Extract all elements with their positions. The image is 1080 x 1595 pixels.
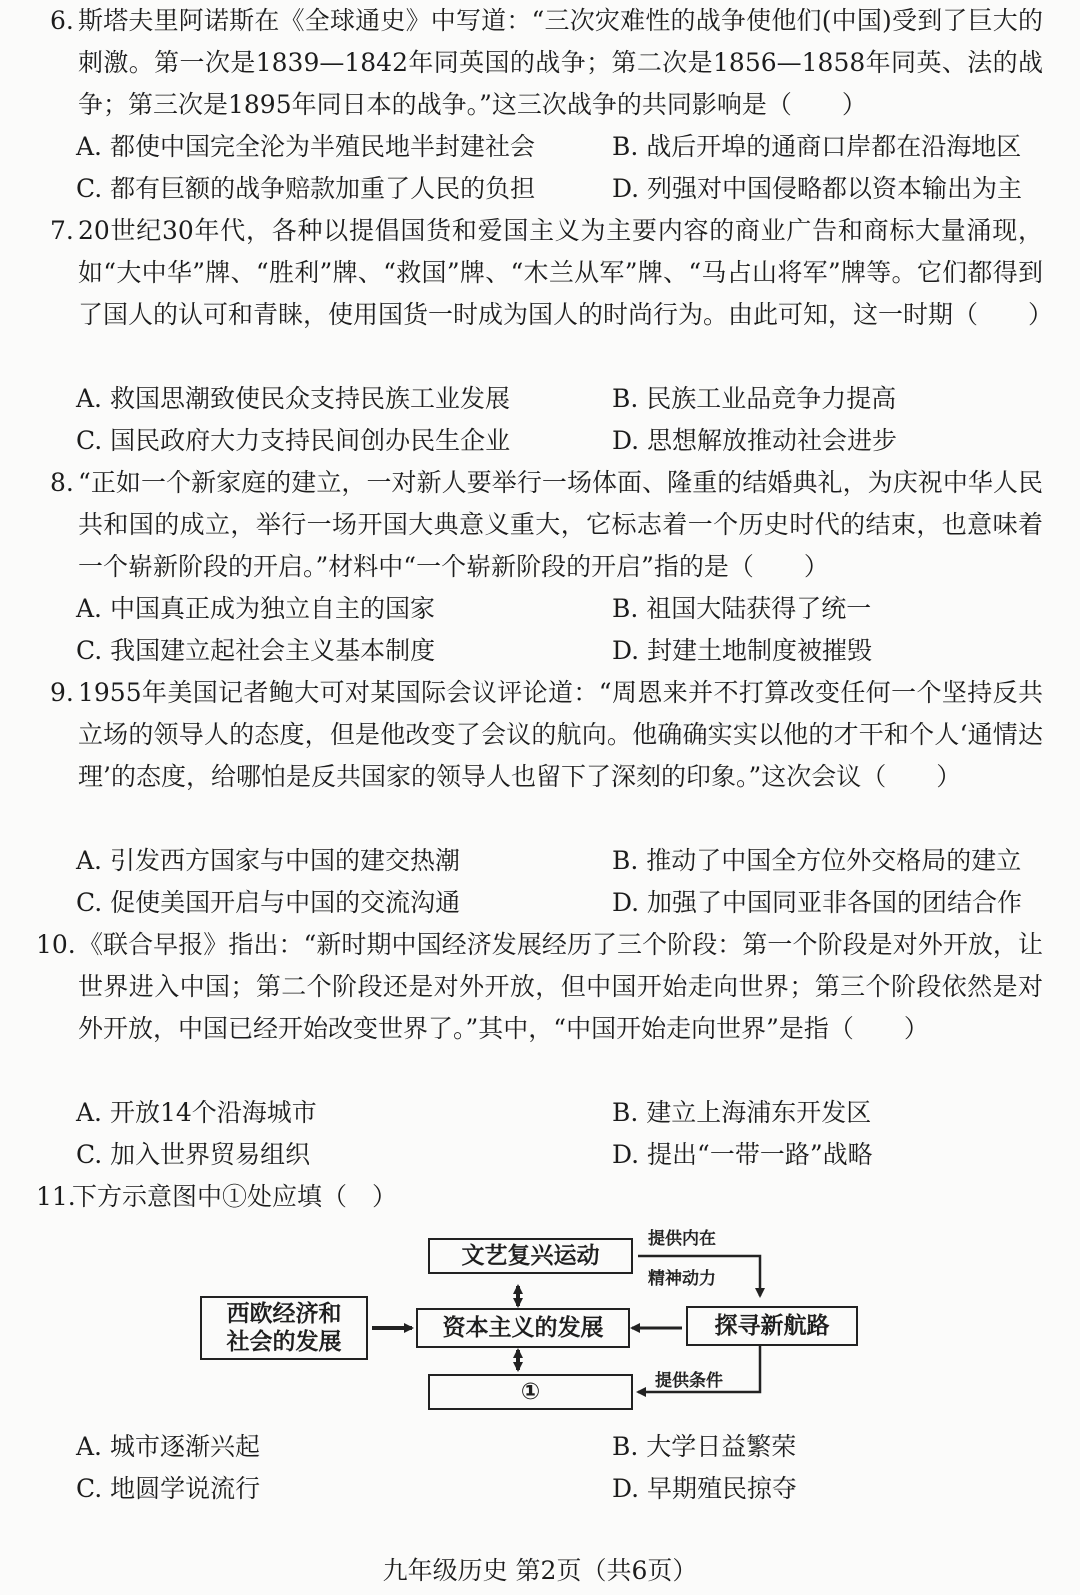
option-c: C. 都有巨额的战争赔款加重了人民的负担 (76, 174, 536, 203)
option-c: C. 我国建立起社会主义基本制度 (76, 636, 436, 665)
box-west-europe-line2: 社会的发展 (226, 1329, 342, 1355)
option-b: B. 战后开埠的通商口岸都在沿海地区 (612, 132, 1022, 161)
question-number: 7. (50, 216, 74, 245)
box-blank-1: ① (428, 1374, 633, 1410)
question-stem: 下方示意图中①处应填（ ） (72, 1182, 398, 1211)
option-a: A. 引发西方国家与中国的建交热潮 (76, 846, 460, 875)
question-number: 8. (50, 468, 74, 497)
option-b: B. 祖国大陆获得了统一 (612, 594, 872, 623)
question-stem: 1955年美国记者鲍大可对某国际会议评论道：“周恩来并不打算改变任何一个坚持反共立场的领导人的态度，但是他改变了会议的航向。他确确实实以他的才干和个人‘通情达理’的态度，给哪怕是反共国家的领导人也留下了深刻的印象。”这次会议（ ） (78, 678, 1043, 791)
label-conditions: 提供条件 (655, 1371, 723, 1391)
flow-diagram (200, 1229, 890, 1436)
option-c: C. 国民政府大力支持民间创办民生企业 (76, 426, 511, 455)
option-c: C. 地圆学说流行 (76, 1474, 261, 1503)
page-footer: 九年级历史 第2页（共6页） (382, 1556, 698, 1585)
box-capitalism: 资本主义的发展 (416, 1308, 630, 1348)
option-b: B. 民族工业品竞争力提高 (612, 384, 897, 413)
question-stem: 《联合早报》指出：“新时期中国经济发展经历了三个阶段：第一个阶段是对外开放，让世界进入中国；第二个阶段还是对外开放，但中国开始走向世界；第三个阶段依然是对外开放，中国已经开始改变世界了。”其中，“中国开始走向世界”是指（ ） (78, 930, 1043, 1043)
box-west-europe (200, 1296, 368, 1360)
option-a: A. 城市逐渐兴起 (76, 1432, 260, 1461)
box-new-routes: 探寻新航路 (686, 1306, 858, 1346)
option-c: C. 加入世界贸易组织 (76, 1140, 311, 1169)
question-number: 9. (50, 678, 74, 707)
option-d: D. 封建土地制度被摧毁 (612, 636, 873, 665)
label-inner-1: 提供内在 (648, 1229, 716, 1249)
question-number: 6. (50, 6, 74, 35)
question-number: 11. (36, 1182, 76, 1211)
question-stem: 斯塔夫里阿诺斯在《全球通史》中写道：“三次灾难性的战争使他们(中国)受到了巨大的刺激。第一次是1839—1842年同英国的战争；第二次是1856—1858年同英、法的战争；第三次是1895年同日本的战争。”这三次战争的共同影响是（ ） (78, 6, 1043, 119)
box-west-europe-line1: 西欧经济和 (226, 1301, 342, 1327)
option-d: D. 提出“一带一路”战略 (612, 1140, 873, 1169)
option-a: A. 都使中国完全沦为半殖民地半封建社会 (76, 132, 535, 161)
option-a: A. 中国真正成为独立自主的国家 (76, 594, 435, 623)
option-b: B. 大学日益繁荣 (612, 1432, 797, 1461)
question-stem: “正如一个新家庭的建立，一对新人要举行一场体面、隆重的结婚典礼，为庆祝中华人民共和国的成立，举行一场开国大典意义重大，它标志着一个历史时代的结束，也意味着一个崭新阶段的开启。”材料中“一个崭新阶段的开启”指的是（ ） (78, 468, 1043, 581)
question-number: 10. (36, 930, 76, 959)
option-b: B. 推动了中国全方位外交格局的建立 (612, 846, 1022, 875)
question-stem: 20世纪30年代，各种以提倡国货和爱国主义为主要内容的商业广告和商标大量涌现，如“大中华”牌、“胜利”牌、“救国”牌、“木兰从军”牌、“马占山将军”牌等。它们都得到了国人的认可和青睐，使用国货一时成为国人的时尚行为。由此可知，这一时期（ ） (78, 216, 1054, 329)
option-b: B. 建立上海浦东开发区 (612, 1098, 872, 1127)
option-a: A. 开放14个沿海城市 (76, 1098, 317, 1127)
box-renaissance: 文艺复兴运动 (428, 1238, 633, 1274)
label-inner-2: 精神动力 (648, 1269, 716, 1289)
option-a: A. 救国思潮致使民众支持民族工业发展 (76, 384, 510, 413)
option-d: D. 加强了中国同亚非各国的团结合作 (612, 888, 1023, 917)
option-d: D. 列强对中国侵略都以资本输出为主 (612, 174, 1023, 203)
option-c: C. 促使美国开启与中国的交流沟通 (76, 888, 461, 917)
option-d: D. 早期殖民掠夺 (612, 1474, 798, 1503)
option-d: D. 思想解放推动社会进步 (612, 426, 898, 455)
